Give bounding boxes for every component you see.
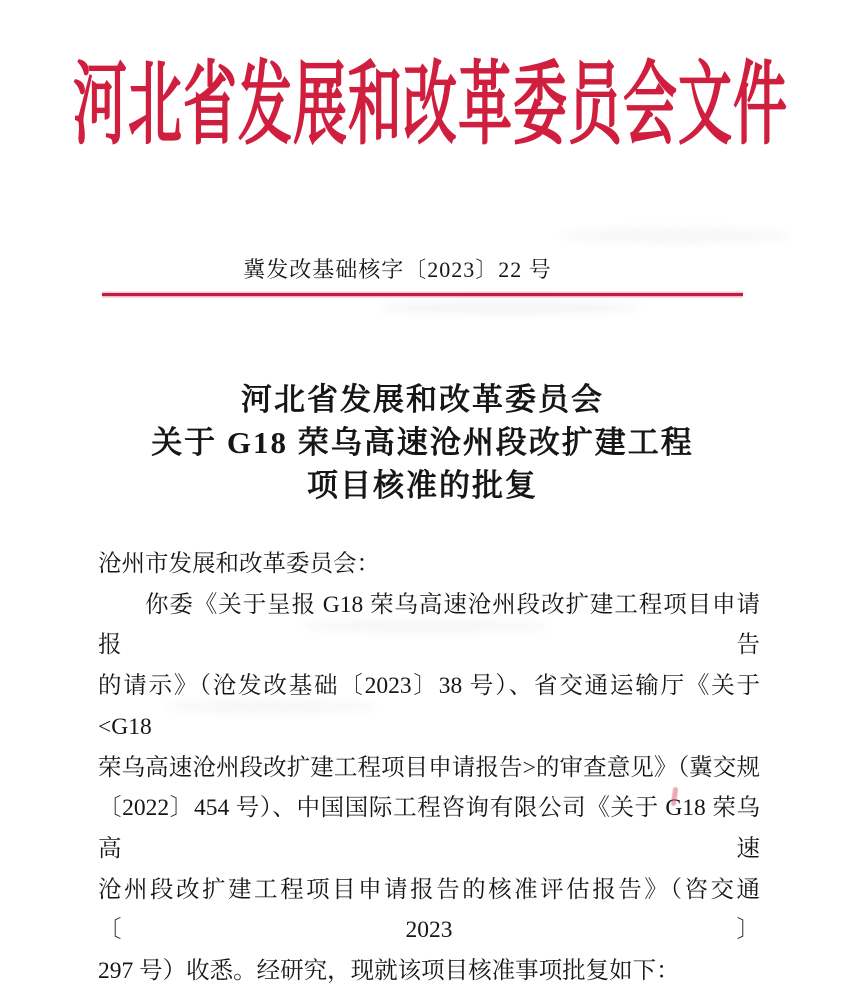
red-header-banner-title: 河北省发展和改革委员会文件: [73, 54, 788, 156]
scan-artifact-smudge: [560, 228, 790, 243]
document-title-line-1: 河北省发展和改革委员会: [241, 382, 604, 417]
scan-artifact-smudge: [300, 620, 550, 633]
document-title: [0, 378, 853, 507]
document-number: 冀发改基础核字〔2023〕22 号: [243, 257, 552, 282]
salutation-line: 沧州市发展和改革委员会：: [98, 551, 380, 577]
body-paragraph-line: 的请示》（沧发改基础〔2023〕38 号）、省交通运输厅《关于<G18: [98, 673, 760, 740]
body-paragraph-line: 你委《关于呈报 G18 荣乌高速沧州段改扩建工程项目申请报告: [98, 591, 760, 659]
body-paragraph-line: 荣乌高速沧州段改扩建工程项目申请报告>的审查意见》（冀交规: [98, 754, 760, 781]
scan-artifact-smudge: [380, 301, 640, 314]
body-paragraph-line: 〔2022〕454 号）、中国国际工程咨询有限公司《关于 G18 荣乌高速: [98, 795, 760, 862]
body-paragraph-line: 297 号）收悉。经研究，现就该项目核准事项批复如下：: [98, 958, 680, 985]
document-body: [98, 544, 760, 992]
body-paragraph-line: 沧州段改扩建工程项目申请报告的核准评估报告》（咨交通〔2023〕: [98, 876, 760, 944]
document-title-line-3: 项目核准的批复: [307, 468, 538, 503]
document-title-line-2: 关于 G18 荣乌高速沧州段改扩建工程: [151, 425, 694, 460]
red-divider-line: [102, 293, 743, 296]
scan-artifact-smudge: [165, 700, 375, 713]
